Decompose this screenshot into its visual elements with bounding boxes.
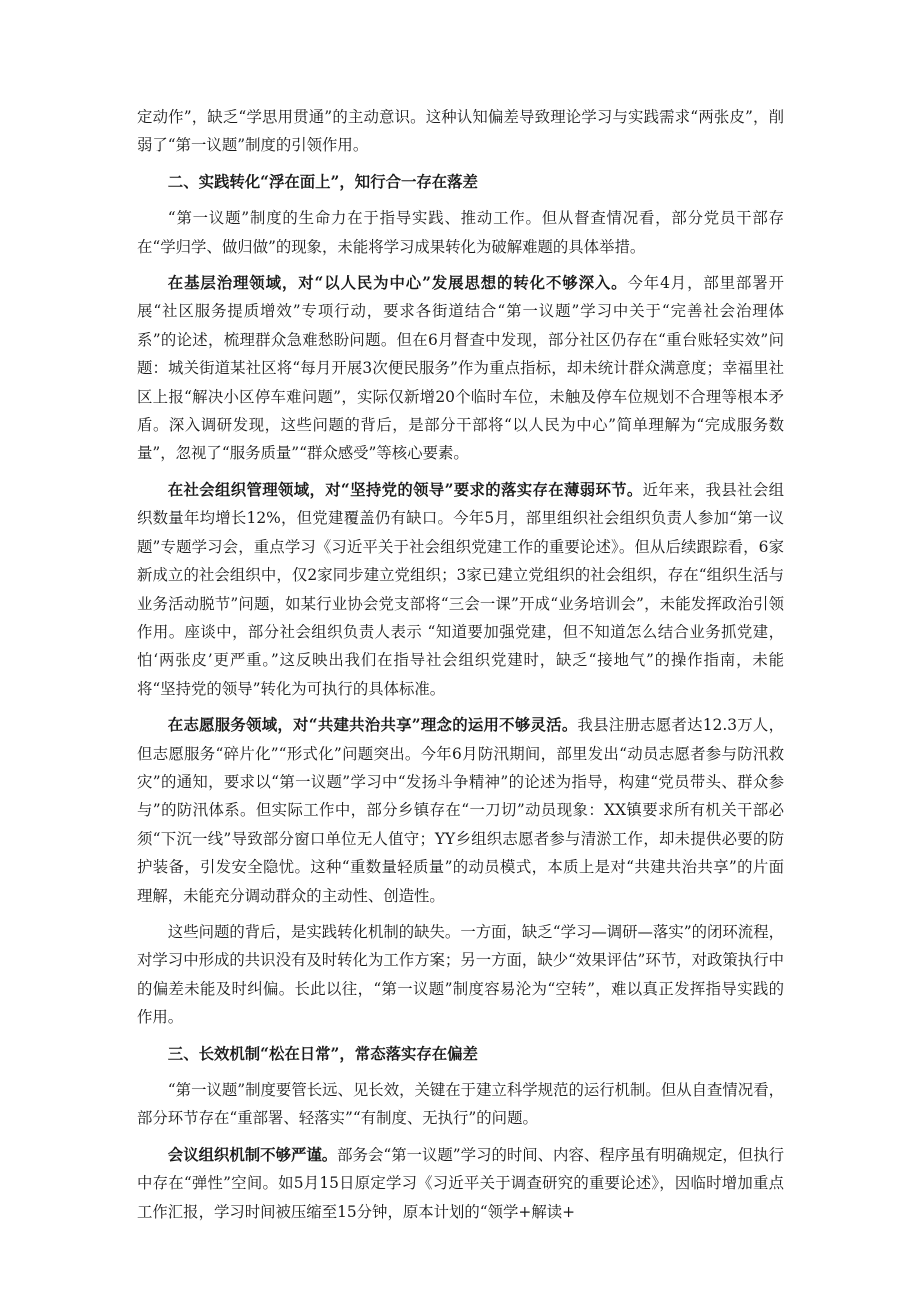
paragraph xyxy=(137,711,784,910)
paragraph xyxy=(137,476,784,703)
paragraph-text: 今年4月，部里部署开展“社区服务提质增效”专项行动，要求各街道结合“第一议题”学习中关于“完善社会治理体系”的论述，梳理群众急难愁盼问题。但在6月督查中发现，部分社区仍存在“重台账轻实效”问题：城关街道某社区将“每月开展3次便民服务”作为重点指标，却未统计群众满意度；幸福里社区上报“解决小区停车难问题”，实际仅新增20个临时车位，未触及停车位规划不合理等根本矛盾。深入调研发现，这些问题的背后，是部分干部将“以人民为中心”简单理解为“完成服务数量”，忽视了“服务质量”“群众感受”等核心要素。 xyxy=(137,274,784,463)
paragraph-text: 这些问题的背后，是实践转化机制的缺失。一方面，缺乏“学习—调研—落实”的闭环流程，对学习中形成的共识没有及时转化为工作方案；另一方面，缺少“效果评估”环节，对政策执行中的偏差未能及时纠偏。长此以往，“第一议题”制度容易沦为“空转”，难以真正发挥指导实践的作用。 xyxy=(137,922,784,1027)
paragraph xyxy=(137,1141,784,1226)
paragraph-lead: 在基层治理领域，对“以人民为中心”发展思想的转化不够深入。 xyxy=(167,274,628,293)
paragraph xyxy=(137,1076,784,1133)
paragraph-text: 定动作”，缺乏“学思用贯通”的主动意识。这种认知偏差导致理论学习与实践需求“两张皮”，削弱了“第一议题”制度的引领作用。 xyxy=(137,108,784,155)
document-body xyxy=(137,103,784,1234)
paragraph-text: “第一议题”制度的生命力在于指导实践、推动工作。但从督查情况看，部分党员干部存在“学归学、做归做”的现象，未能将学习成果转化为破解难题的具体举措。 xyxy=(137,209,784,256)
paragraph xyxy=(137,918,784,1032)
paragraph xyxy=(137,269,784,468)
section-heading-3 xyxy=(137,1040,784,1068)
paragraph-text: 部务会“第一议题”学习的时间、内容、程序虽有明确规定，但执行中存在“弹性”空间。如5月15日原定学习《习近平关于调查研究的重要论述》，因临时增加重点工作汇报，学习时间被压缩至15分钟，原本计划的“领学+解读+ xyxy=(137,1145,784,1221)
heading-text: 三、长效机制“松在日常”，常态落实存在偏差 xyxy=(167,1044,478,1063)
paragraph xyxy=(137,204,784,261)
paragraph-text: 我县注册志愿者达12.3万人，但志愿服务“碎片化”“形式化”问题突出。今年6月防汛期间，部里发出“动员志愿者参与防汛救灾”的通知，要求以“第一议题”学习中“发扬斗争精神”的论述为指导，构建“党员带头、群众参与”的防汛体系。但实际工作中，部分乡镇存在“一刀切”动员现象：XX镇要求所有机关干部必须“下沉一线”导致部分窗口单位无人值守；YY乡组织志愿者参与清淤工作，却未提供必要的防护装备，引发安全隐忧。这种“重数量轻质量”的动员模式，本质上是对“共建共治共享”的片面理解，未能充分调动群众的主动性、创造性。 xyxy=(137,716,784,905)
paragraph-lead: 在志愿服务领域，对“共建共治共享”理念的运用不够灵活。 xyxy=(167,716,578,735)
paragraph-continuation xyxy=(137,103,784,160)
paragraph-lead: 在社会组织管理领域，对“坚持党的领导”要求的落实存在薄弱环节。 xyxy=(167,480,643,499)
section-heading-2 xyxy=(137,168,784,196)
paragraph-text: 近年来，我县社会组织数量年均增长12%，但党建覆盖仍有缺口。今年5月，部里组织社会组织负责人参加“第一议题”专题学习会，重点学习《习近平关于社会组织党建工作的重要论述》。但从后续跟踪看，6家新成立的社会组织中，仅2家同步建立党组织；3家已建立党组织的社会组织，存在“组织生活与业务活动脱节”问题，如某行业协会党支部将“三会一课”开成“业务培训会”，未能发挥政治引领作用。座谈中，部分社会组织负责人表示 “知道要加强党建，但不知道怎么结合业务抓党建，怕‘两张皮’更严重。”这反映出我们在指导社会组织党建时，缺乏“接地气”的操作指南，未能将“坚持党的领导”转化为可执行的具体标准。 xyxy=(137,480,784,698)
paragraph-text: “第一议题”制度要管长远、见长效，关键在于建立科学规范的运行机制。但从自查情况看，部分环节存在“重部署、轻落实”“有制度、无执行”的问题。 xyxy=(137,1081,784,1128)
heading-text: 二、实践转化“浮在面上”，知行合一存在落差 xyxy=(167,172,478,191)
paragraph-lead: 会议组织机制不够严谨。 xyxy=(167,1145,338,1164)
